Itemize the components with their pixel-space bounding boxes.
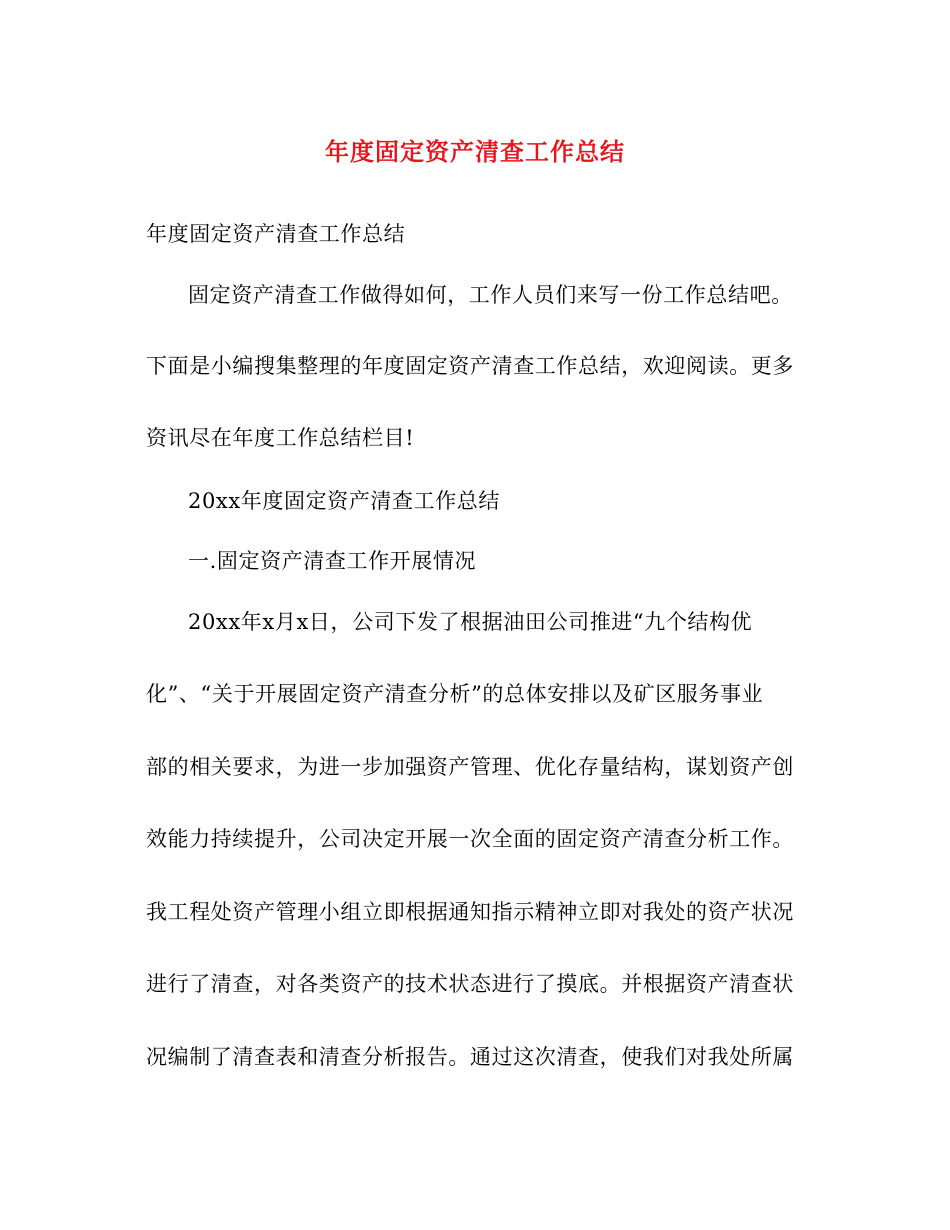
document-title: 年度固定资产清查工作总结	[325, 137, 625, 166]
body-line-2: 下面是小编搜集整理的年度固定资产清查工作总结，欢迎阅读。更多	[146, 354, 794, 378]
body-line-6: 20xx年x月x日，公司下发了根据油田公司推进“九个结构优	[188, 610, 753, 634]
body-line-11: 进行了清查，对各类资产的技术状态进行了摸底。并根据资产清查状	[146, 972, 794, 996]
subtitle-line: 年度固定资产清查工作总结	[146, 222, 406, 246]
body-line-1: 固定资产清查工作做得如何，工作人员们来写一份工作总结吧。	[188, 283, 793, 307]
body-line-12: 况编制了清查表和清查分析报告。通过这次清查，使我们对我处所属	[146, 1045, 794, 1069]
body-line-8: 部的相关要求，为进一步加强资产管理、优化存量结构，谋划资产创	[146, 755, 794, 779]
section-heading-year: 20xx年度固定资产清查工作总结	[188, 489, 501, 513]
body-line-9: 效能力持续提升，公司决定开展一次全面的固定资产清查分析工作。	[146, 827, 794, 851]
body-line-10: 我工程处资产管理小组立即根据通知指示精神立即对我处的资产状况	[146, 900, 794, 924]
body-line-7: 化”、“关于开展固定资产清查分析”的总体安排以及矿区服务事业	[146, 682, 764, 706]
body-line-3: 资讯尽在年度工作总结栏目!	[146, 426, 415, 450]
section-heading-1: 一.固定资产清查工作开展情况	[188, 549, 477, 573]
